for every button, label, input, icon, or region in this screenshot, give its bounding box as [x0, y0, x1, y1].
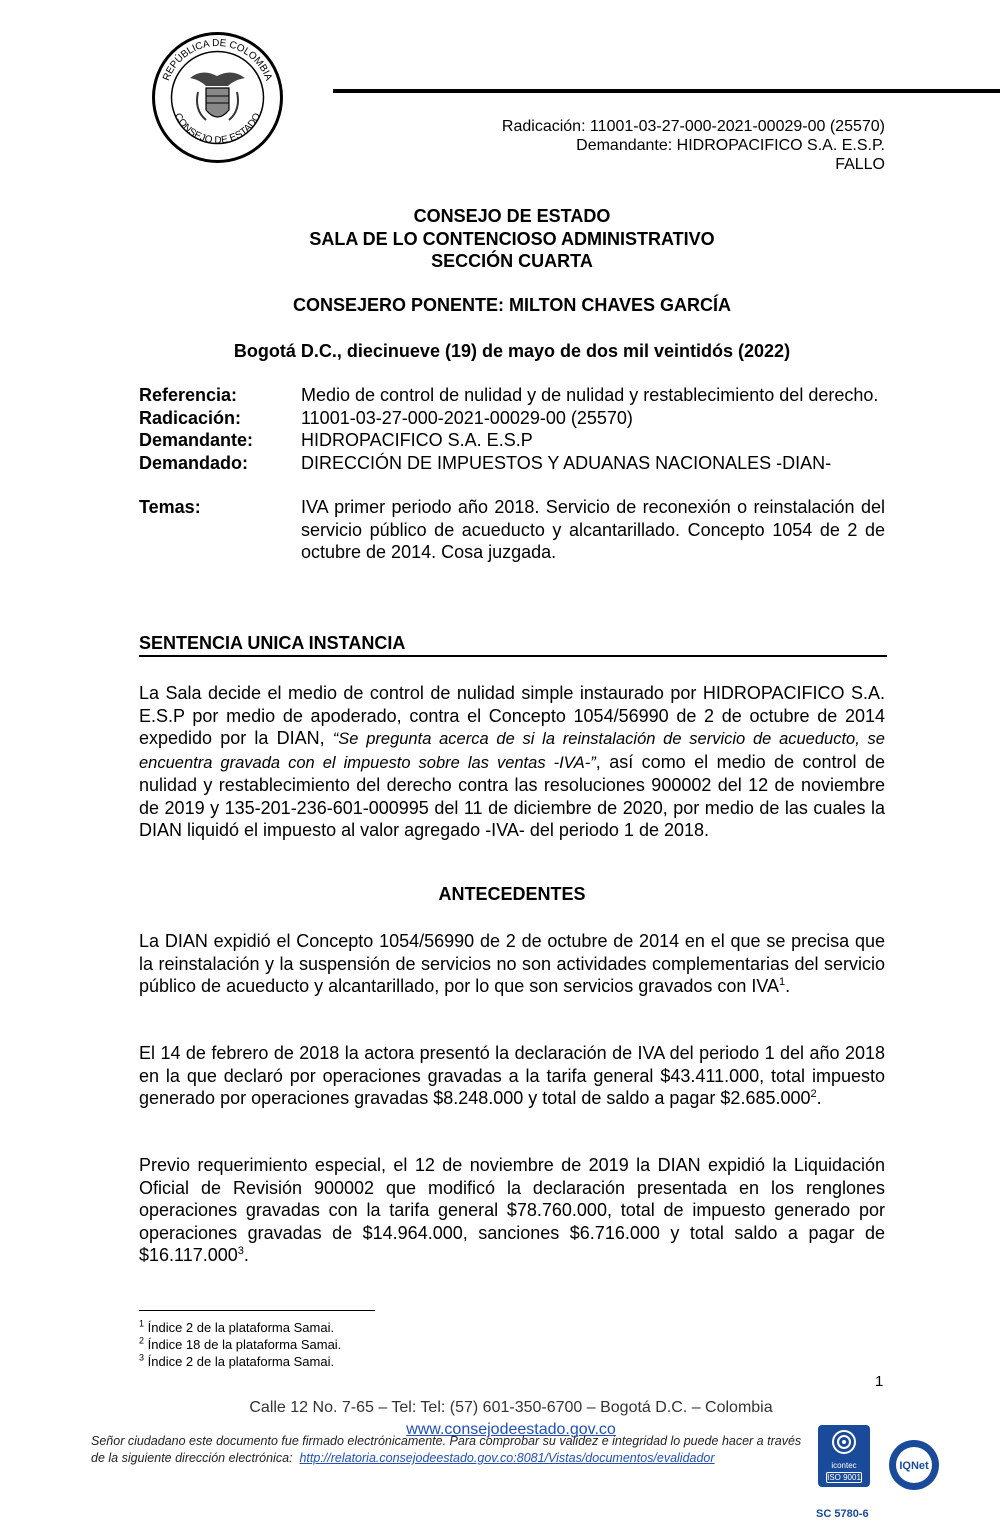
consejero-ponente: CONSEJERO PONENTE: MILTON CHAVES GARCÍA	[292, 295, 732, 315]
footnote-number: 3	[139, 1352, 145, 1363]
icontec-logo	[818, 1425, 870, 1487]
header-radicacion: Radicación: 11001-03-27-000-2021-00029-00 (25570)	[501, 118, 885, 135]
certification-code: SC 5780-6	[816, 1508, 869, 1520]
footnote-text: Índice 18 de la plataforma Samai.	[144, 1337, 342, 1352]
iqnet-logo	[887, 1438, 941, 1492]
reference-row	[139, 429, 885, 452]
footnote-ref: 2	[810, 1088, 817, 1100]
footnote	[139, 1319, 341, 1336]
validator-link[interactable]: http://relatoria.consejodeestado.gov.co:8081/Vistas/documentos/evalidador	[299, 1451, 715, 1465]
reference-label: Demandante:	[139, 430, 254, 450]
p3-text: El 14 de febrero de 2018 la actora presentó la declaración de IVA del periodo 1 del año 2018 en la que declaró por operaciones gravadas a la tarifa general $43.411.000, total impuesto generado por operaciones gravadas $8.248.000 y total de saldo a pagar $2.685.000	[139, 1043, 885, 1108]
footnote	[139, 1353, 341, 1370]
title-line-3: SECCIÓN CUARTA	[431, 251, 593, 271]
header-tipo: FALLO	[835, 156, 885, 173]
footnote-number: 2	[139, 1335, 145, 1346]
footnote-ref: 3	[237, 1245, 244, 1257]
reference-label: Demandado:	[139, 452, 249, 473]
period: .	[785, 976, 791, 996]
reference-row	[139, 407, 885, 430]
footnote-ref: 1	[779, 976, 786, 988]
footnote-text: Índice 2 de la plataforma Samai.	[144, 1320, 335, 1335]
icontec-emblem-icon	[818, 1425, 870, 1459]
consejo-de-estado-seal	[150, 30, 285, 165]
footnotes	[139, 1319, 341, 1370]
header-demandante: Demandante: HIDROPACIFICO S.A. E.S.P.	[576, 137, 885, 154]
paragraph-antecedentes-1	[139, 930, 885, 998]
reference-label: Temas:	[139, 497, 201, 517]
paragraph-sentencia	[139, 682, 885, 842]
reference-value: HIDROPACIFICO S.A. E.S.P	[301, 430, 533, 450]
reference-row	[139, 452, 885, 475]
reference-value: DIRECCIÓN DE IMPUESTOS Y ADUANAS NACIONALES -DIAN-	[301, 452, 832, 473]
footnote-rule	[139, 1310, 375, 1311]
reference-label: Radicación:	[139, 407, 242, 428]
period: .	[816, 1088, 822, 1108]
footnote-text: Índice 2 de la plataforma Samai.	[144, 1354, 335, 1369]
p1-text-b: , así como el medio de control de nulidad y restablecimiento del derecho contra las resoluciones 900002 del 12 de noviembre de 2019 y 135-201-236-601-000995 del 11 de diciembre de 2020, por medio de las cuales la DIAN liquidó el impuesto al valor agregado -IVA- del periodo 1 de 2018.	[139, 751, 886, 840]
footnote	[139, 1336, 341, 1353]
footer-address: Calle 12 No. 7-65 – Tel: Tel: (57) 601-350-6700 – Bogotá D.C. – Colombia	[249, 1399, 773, 1416]
iqnet-label: IQNet	[899, 1460, 929, 1472]
document-date: Bogotá D.C., diecinueve (19) de mayo de dos mil veintidós (2022)	[233, 341, 791, 361]
court-title	[138, 205, 886, 273]
icontec-label: icontec	[831, 1461, 857, 1470]
reference-value: IVA primer periodo año 2018. Servicio de reconexión o reinstalación del servicio público de acueducto y alcantarillado. Concepto 1054 de 2 de octubre de 2014. Cosa juzgada.	[301, 497, 885, 562]
paragraph-antecedentes-3	[139, 1154, 885, 1267]
period: .	[243, 1245, 249, 1265]
reference-label: Referencia:	[139, 385, 238, 405]
reference-row	[139, 384, 885, 407]
reference-table	[139, 384, 885, 564]
p2-text: La DIAN expidió el Concepto 1054/56990 de 2 de octubre de 2014 en el que se precisa que la reinstalación y la suspensión de servicios no son actividades complementarias del servicio público de acueducto y alcantarillado, por lo que son servicios gravados con IVA	[139, 931, 885, 996]
sentencia-heading: SENTENCIA UNICA INSTANCIA	[139, 633, 887, 657]
reference-row	[139, 496, 885, 564]
title-line-1: CONSEJO DE ESTADO	[413, 206, 611, 226]
iso-label: ISO 9001	[827, 1473, 861, 1482]
signed-text: Señor ciudadano este documento fue firmado electrónicamente. Para comprobar su validez e integridad lo puede hacer a través de la siguiente dirección electrónica:	[91, 1434, 802, 1465]
reference-value: 11001-03-27-000-2021-00029-00 (25570)	[301, 407, 633, 428]
paragraph-antecedentes-2	[139, 1042, 885, 1110]
document-header	[502, 117, 885, 174]
svg-text:REPÚBLICA DE COLOMBIA: REPÚBLICA DE COLOMBIA	[161, 37, 274, 83]
website-link[interactable]: www.consejodeestado.gov.co	[406, 1421, 616, 1438]
svg-text:CONSEJO DE ESTADO: CONSEJO DE ESTADO	[171, 111, 264, 147]
title-line-2: SALA DE LO CONTENCIOSO ADMINISTRATIVO	[309, 228, 715, 249]
p1-text-a: La Sala decide el medio de control de nulidad simple instaurado por HIDROPACIFICO S.A. E.S.P por medio de apoderado, contra el Concepto 1054/56990 de 2 de octubre de 2014 expedido por la DIAN,	[139, 683, 885, 748]
page-number: 1	[875, 1373, 884, 1390]
p1-quote: “Se pregunta acerca de si la reinstalación de servicio de acueducto, se encuentra gravada con el impuesto sobre las ventas -IVA-”	[139, 730, 885, 772]
electronic-signature-notice	[91, 1433, 811, 1467]
p4-text: Previo requerimiento especial, el 12 de noviembre de 2019 la DIAN expidió la Liquidación Oficial de Revisión 900002 que modificó la declaración presentada en los renglones operaciones gravadas con la tarifa general $78.760.000, total de impuesto generado por operaciones gravadas de $14.964.000, sanciones $6.716.000 y total saldo a pagar de $16.117.000	[139, 1155, 885, 1265]
antecedentes-heading: ANTECEDENTES	[438, 884, 586, 904]
footnote-number: 1	[139, 1318, 145, 1329]
reference-value: Medio de control de nulidad y de nulidad y restablecimiento del derecho.	[301, 385, 879, 405]
header-rule	[333, 89, 1000, 93]
